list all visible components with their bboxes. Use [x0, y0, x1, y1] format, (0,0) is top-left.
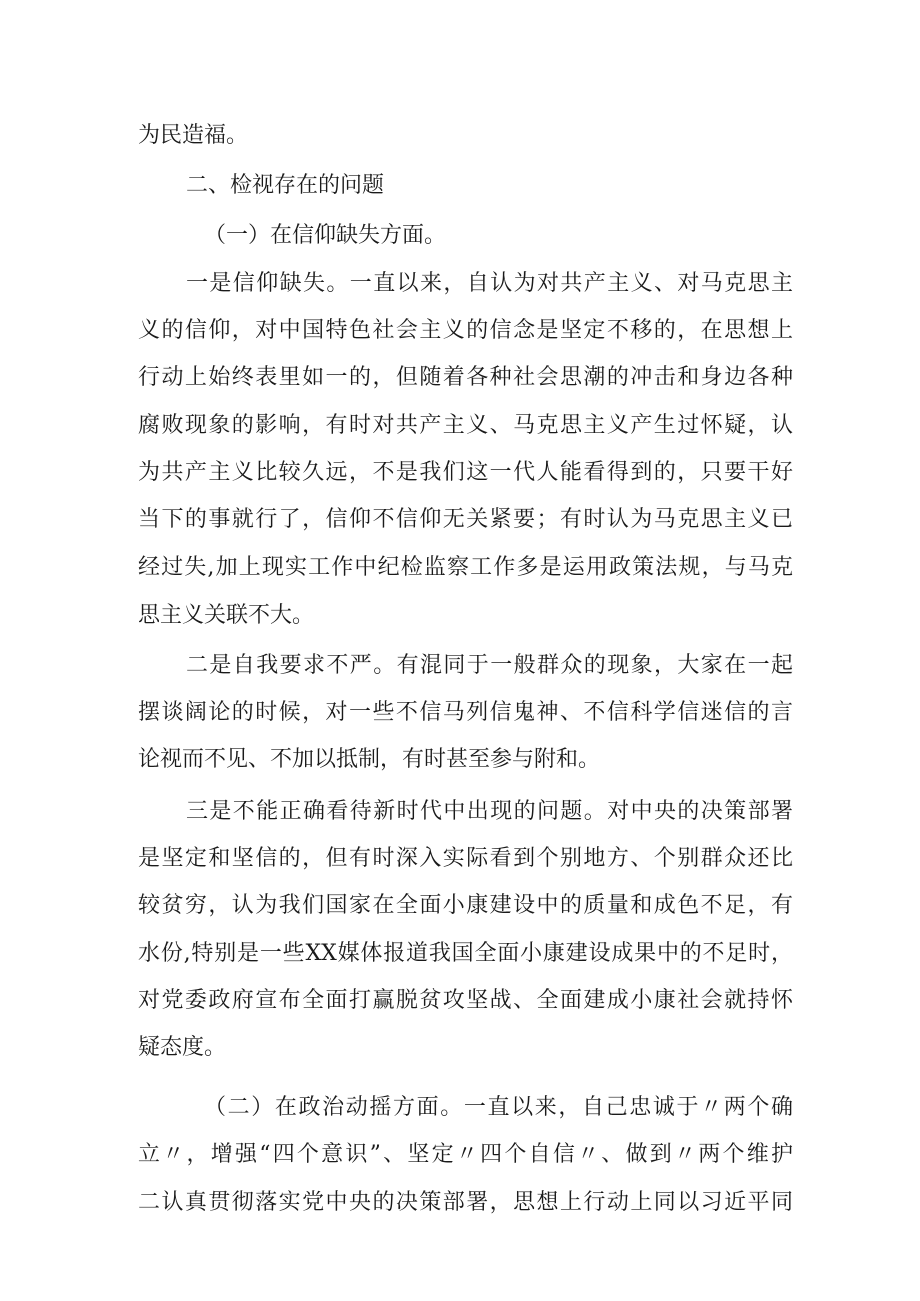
subsection-heading: （一）在信仰缺失方面。 [204, 223, 447, 248]
paragraph-line: 腐败现象的影响，有时对共产主义、马克思主义产生过怀疑，认 [138, 413, 793, 438]
paragraph-line: 二认真贯彻落实党中央的决策部署，思想上行动上同以习近平同 [138, 1190, 793, 1215]
paragraph-line: 为民造福。 [138, 123, 249, 148]
paragraph-line: 是坚定和坚信的，但有时深入实际看到个别地方、个别群众还比 [138, 846, 793, 871]
paragraph-line: 水份,特别是一些XX媒体报道我国全面小康建设成果中的不足时， [138, 941, 793, 966]
paragraph-line: 为共产主义比较久远，不是我们这一代人能看得到的，只要干好 [138, 460, 793, 485]
paragraph-line: 当下的事就行了，信仰不信仰无关紧要；有时认为马克思主义已 [138, 507, 793, 532]
paragraph-line: 摆谈阔论的时候，对一些不信马列信鬼神、不信科学信迷信的言 [138, 700, 793, 725]
subsection-heading: （二）在政治动摇方面。一直以来，自己忠诚于〃两个确 [204, 1095, 793, 1120]
paragraph-line: 立〃，增强“四个意识”、坚定〃四个自信〃、做到〃两个维护 [138, 1142, 793, 1167]
paragraph-line: 义的信仰，对中国特色社会主义的信念是坚定不移的，在思想上 [138, 318, 793, 343]
paragraph-line: 疑态度。 [138, 1035, 227, 1060]
paragraph-line: 二是自我要求不严。有混同于一般群众的现象，大家在一起 [186, 653, 793, 678]
paragraph-line: 论视而不见、不加以抵制，有时甚至参与附和。 [138, 747, 601, 772]
paragraph-line: 一是信仰缺失。一直以来，自认为对共产主义、对马克思主 [186, 271, 793, 296]
paragraph-line: 对党委政府宣布全面打赢脱贫攻坚战、全面建成小康社会就持怀 [138, 988, 793, 1013]
paragraph-line: 较贫穷，认为我们国家在全面小康建设中的质量和成色不足，有 [138, 893, 793, 918]
paragraph-line: 经过失,加上现实工作中纪检监察工作多是运用政策法规，与马克 [138, 555, 793, 580]
paragraph-line: 行动上始终表里如一的，但随着各种社会思潮的冲击和身边各种 [138, 365, 793, 390]
paragraph-line: 思主义关联不大。 [138, 603, 315, 628]
paragraph-line: 三是不能正确看待新时代中出现的问题。对中央的决策部署 [186, 799, 793, 824]
section-heading: 二、检视存在的问题 [186, 173, 385, 198]
